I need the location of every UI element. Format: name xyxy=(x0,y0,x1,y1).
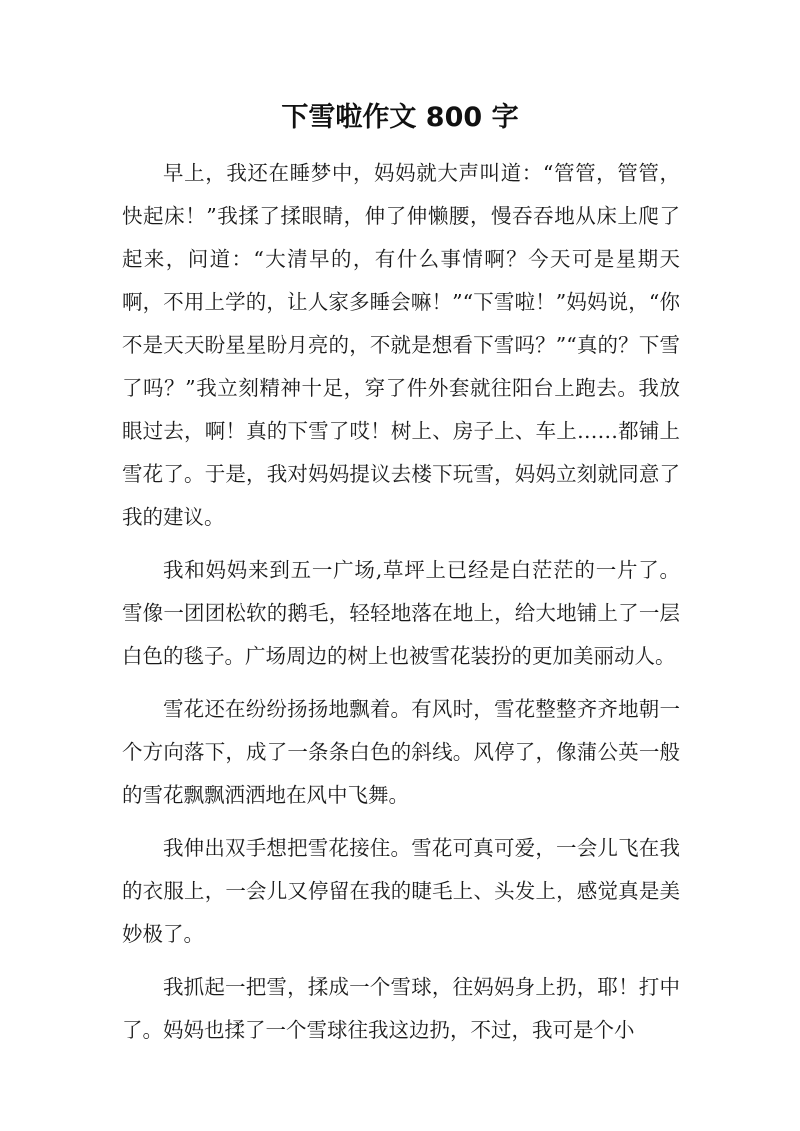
paragraph: 我抓起一把雪，揉成一个雪球，往妈妈身上扔，耶！打中了。妈妈也揉了一个雪球往我这边扔，不过，我可是个小 xyxy=(122,975,680,1042)
paragraph: 早上，我还在睡梦中，妈妈就大声叫道：“管管，管管，快起床！”我揉了揉眼睛，伸了伸懒腰，慢吞吞地从床上爬了起来，问道：“大清早的，有什么事情啊？今天可是星期天啊，不用上学的，让人家多睡会嘛！”“下雪啦！”妈妈说，“你不是天天盼星星盼月亮的，不就是想看下雪吗？”“真的？下雪了吗？”我立刻精神十足，穿了件外套就往阳台上跑去。我放眼过去，啊！真的下雪了哎！树上、房子上、车上……都铺上雪花了。于是，我对妈妈提议去楼下玩雪，妈妈立刻就同意了我的建议。 xyxy=(122,161,680,529)
document-title: 下雪啦作文 800 字 xyxy=(281,102,519,133)
paragraph: 我和妈妈来到五一广场,草坪上已经是白茫茫的一片了。雪像一团团松软的鹅毛，轻轻地落在地上，给大地铺上了一层白色的毯子。广场周边的树上也被雪花装扮的更加美丽动人。 xyxy=(122,558,680,668)
paragraph: 我伸出双手想把雪花接住。雪花可真可爱，一会儿飞在我的衣服上，一会儿又停留在我的睫毛上、头发上，感觉真是美妙极了。 xyxy=(122,836,680,946)
paragraph: 雪花还在纷纷扬扬地飘着。有风时，雪花整整齐齐地朝一个方向落下，成了一条条白色的斜线。风停了，像蒲公英一般的雪花飘飘洒洒地在风中飞舞。 xyxy=(122,697,680,807)
document-body xyxy=(122,152,680,1062)
